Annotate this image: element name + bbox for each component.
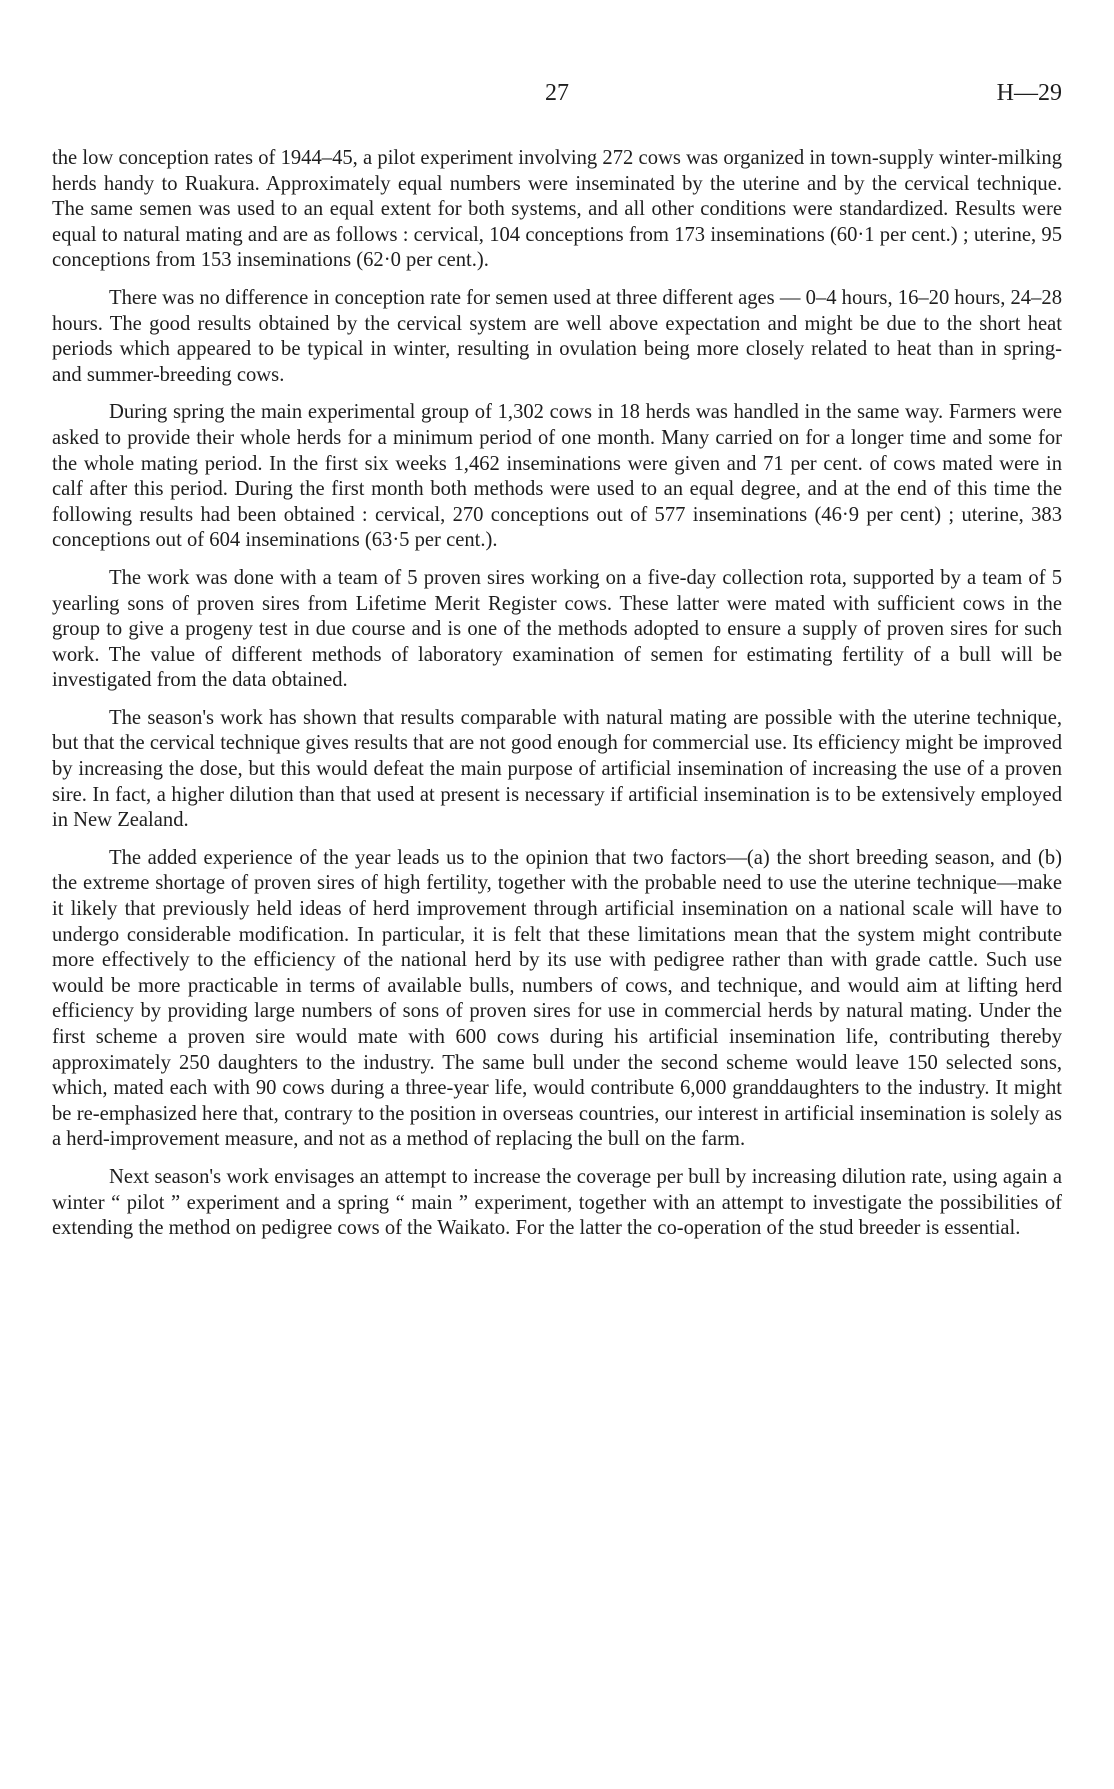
paragraph-continued: the low conception rates of 1944–45, a pilot experiment involving 272 cows was organized in town-supply winter-milking herds handy to Ruakura. Approximately equal numbers were inseminated by the uterine and by the cervical technique. The same semen was used to an equal extent for both systems, and all other conditions were standardized. Results were equal to natural mating and are as follows : cervical, 104 conceptions from 173 inseminations (60·1 per cent.) ; uterine, 95 conceptions from 153 inseminations (62·0 per cent.).: [52, 147, 1062, 272]
paragraph: The season's work has shown that results comparable with natural mating are possible with the uterine technique, but that the cervical technique gives results that are not good enough for commercial use. Its efficiency might be improved by increasing the dose, but this would defeat the main purpose of artificial insemination of increasing the use of a proven sire. In fact, a higher dilution than that used at present is necessary if artificial insemination is to be extensively employed in New Zealand.: [52, 706, 1062, 832]
paragraph: During spring the main experimental group of 1,302 cows in 18 herds was handled in the same way. Farmers were asked to provide their whole herds for a minimum period of one month. Many carried on for a longer time and some for the whole mating period. In the first six weeks 1,462 inseminations were given and 71 per cent. of cows mated were in calf after this period. During the first month both methods were used to an equal degree, and at the end of this time the following results had been obtained : cervical, 270 conceptions out of 577 inseminations (46·9 per cent) ; uterine, 383 conceptions out of 604 inseminations (63·5 per cent.).: [52, 401, 1062, 552]
paragraph: Next season's work envisages an attempt to increase the coverage per bull by increasing dilution rate, using again a winter “ pilot ” experiment and a spring “ main ” experiment, together with an attempt to investigate the possibilities of extending the method on pedigree cows of the Waikato. For the latter the co-operation of the stud breeder is essential.: [52, 1165, 1062, 1240]
paragraph: The work was done with a team of 5 proven sires working on a five-day collection rota, supported by a team of 5 yearling sons of proven sires from Lifetime Merit Register cows. These latter were mated with sufficient cows in the group to give a progeny test in due course and is one of the methods adopted to ensure a supply of proven sires for such work. The value of different methods of laboratory examination of semen for estimating fertility of a bull will be investigated from the data obtained.: [52, 566, 1062, 692]
document-page: [52, 0, 1062, 1789]
page-number: 27: [545, 80, 569, 106]
document-reference: H—29: [996, 80, 1062, 106]
body-text: [52, 146, 1062, 1254]
paragraph: There was no difference in conception rate for semen used at three different ages — 0–4 hours, 16–20 hours, 24–28 hours. The good results obtained by the cervical system are well above expectation and might be due to the short heat periods which appeared to be typical in winter, resulting in ovulation being more closely related to heat than in spring- and summer-breeding cows.: [52, 286, 1062, 386]
page-header: [52, 80, 1062, 120]
paragraph: The added experience of the year leads us to the opinion that two factors—(a) the short breeding season, and (b) the extreme shortage of proven sires of high fertility, together with the probable need to use the uterine technique—make it likely that previously held ideas of herd improvement through artificial insemination on a national scale will have to undergo considerable modification. In particular, it is felt that these limitations mean that the system might contribute more effectively to the efficiency of the national herd by its use with pedigree rather than with grade cattle. Such use would be more practicable in terms of available bulls, numbers of cows, and technique, and would aim at lifting herd efficiency by providing large numbers of sons of proven sires for use in commercial herds by natural mating. Under the first scheme a proven sire would mate with 600 cows during his artificial insemination life, contributing thereby approximately 250 daughters to the industry. The same bull under the second scheme would leave 150 selected sons, which, mated each with 90 cows during a three-year life, would contribute 6,000 granddaughters to the industry. It might be re-emphasized here that, contrary to the position in overseas countries, our interest in artificial insemination is solely as a herd-improvement measure, and not as a method of replacing the bull on the farm.: [52, 846, 1062, 1151]
